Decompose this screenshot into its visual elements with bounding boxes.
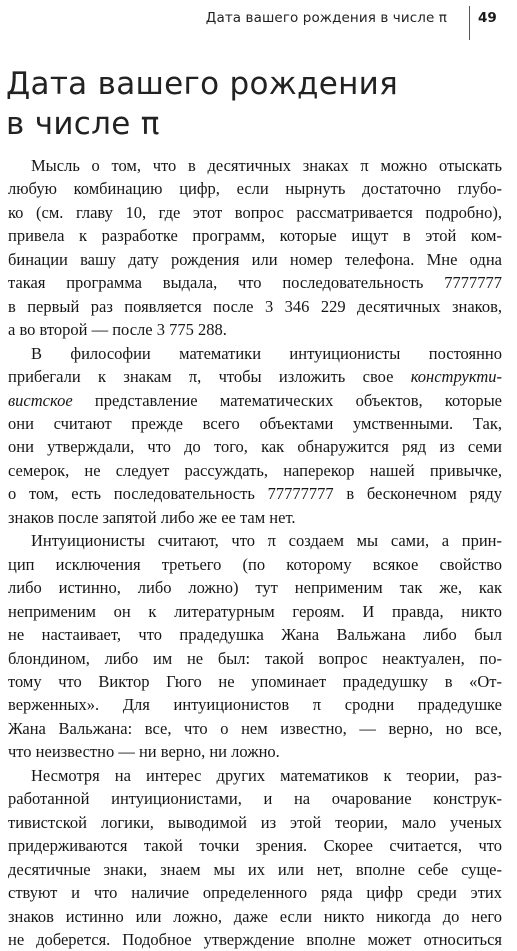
text-line: в первый раз появляется после 3 346 229 десятичных знаков, xyxy=(8,296,502,316)
text-line: знаков после запятой либо же ее там нет. xyxy=(8,507,296,527)
text-line: тому что Виктор Гюго не упоминает прадедушку в «От- xyxy=(8,671,502,691)
chapter-title xyxy=(6,64,506,144)
text-line: придерживаются такой точки зрения. Скорее считается, что xyxy=(8,836,502,856)
running-title: Дата вашего рождения в числе π xyxy=(205,10,447,26)
text-line: ко (см. главу 10, где этот вопрос рассматривается подробно), xyxy=(8,202,502,222)
chapter-title-line: в числе π xyxy=(6,106,160,142)
chapter-title-line: Дата вашего рождения xyxy=(6,66,399,102)
text-run: прибегали к знакам π, чтобы изложить свое xyxy=(8,367,411,387)
text-line: тивистской логики, выводимой из этой теории, мало ученых xyxy=(8,812,502,832)
text-line: Интуиционисты считают, что π создаем мы сами, а прин- xyxy=(31,531,502,551)
paragraph-3 xyxy=(8,529,502,764)
text-line: что неизвестно — ни верно, ни ложно. xyxy=(8,742,280,762)
text-line: либо истинно, либо ложно) тут неприменим так же, как xyxy=(8,578,502,598)
text-line: о том, есть последовательность 77777777 в бесконечном ряду xyxy=(8,484,502,504)
body-text xyxy=(8,154,502,951)
text-line: верженных». Для интуиционистов π сродни прадедушке xyxy=(8,695,502,715)
text-line xyxy=(8,365,502,388)
text-line: они утверждали, что до того, как обнаружится ряд из семи xyxy=(8,437,502,457)
text-line: не доберется. Подобное утверждение вполне может относиться xyxy=(8,929,502,949)
text-run: представление математических объектов, которые xyxy=(72,390,502,410)
text-line: такая программа выдала, что последовательность 7777777 xyxy=(8,273,502,293)
text-line: Жана Вальжана: все, что о нем известно, — верно, но все, xyxy=(8,718,502,738)
paragraph-4 xyxy=(8,764,502,951)
text-line: Несмотря на интерес других математиков к теории, раз- xyxy=(31,765,502,785)
text-line: семерок, не следует рассуждать, наперекор нашей привычке, xyxy=(8,460,502,480)
text-line: В философии математики интуиционисты постоянно xyxy=(31,343,502,363)
text-line xyxy=(8,389,502,412)
text-line: ствуют и что наличие определенного ряда цифр среди этих xyxy=(8,883,502,903)
text-line: они считают прежде всего объектами умственными. Так, xyxy=(8,413,502,433)
paragraph-1 xyxy=(8,154,502,342)
italic-term: конструкти- xyxy=(410,367,502,387)
paragraph-2 xyxy=(8,342,502,530)
text-line: не настаивает, что прадедушка Жана Вальжана либо был xyxy=(8,625,502,645)
text-line: привела к разработке программ, которые ищут в этой ком- xyxy=(8,226,502,246)
text-line: знаков истинно или ложно, даже если никто никогда до него xyxy=(8,906,502,926)
header-divider xyxy=(469,6,470,40)
text-line: любую комбинацию цифр, если нырнуть достаточно глубо- xyxy=(8,179,502,199)
text-line: работанной интуиционистами, и на очарование конструк- xyxy=(8,789,502,809)
text-line: блондином, либо им не был: такой вопрос неактуален, по- xyxy=(8,648,502,668)
italic-term: вистское xyxy=(8,390,73,410)
page-number: 49 xyxy=(478,10,497,26)
text-line: неприменим он к литературным героям. И правда, никто xyxy=(8,601,502,621)
text-line: Мысль о том, что в десятичных знаках π можно отыскать xyxy=(31,156,502,175)
text-line: цип исключения третьего (по которому всякое свойство xyxy=(8,554,502,574)
text-line: десятичные знаки, знаем мы их или нет, вполне себе суще- xyxy=(8,859,502,879)
running-header xyxy=(0,6,517,36)
text-line: бинации вашу дату рождения или номер телефона. Мне одна xyxy=(8,249,502,269)
text-line: а во второй — после 3 775 288. xyxy=(8,320,227,340)
